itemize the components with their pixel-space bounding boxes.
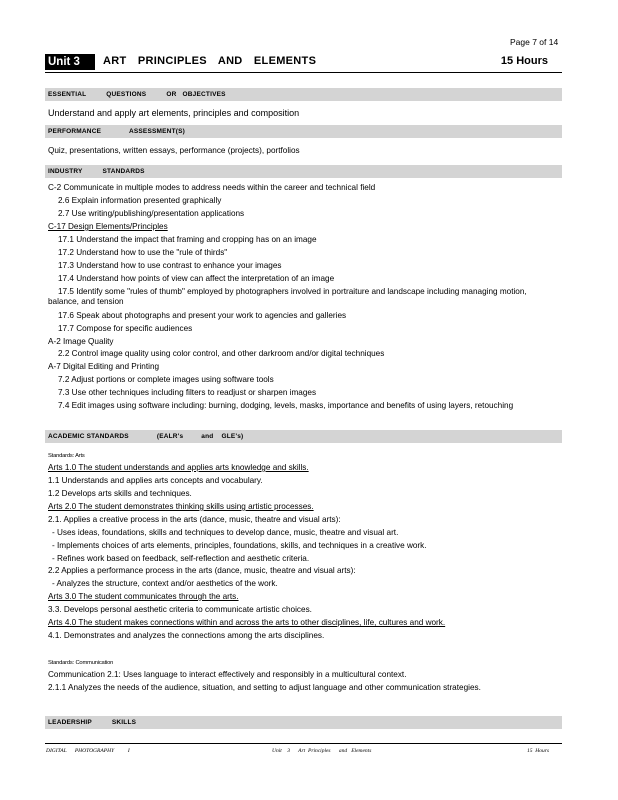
- unit-hours: 15 Hours: [500, 55, 548, 67]
- arts-line: - Uses ideas, foundations, skills and techniques to develop dance, music, theatre and visual art.: [52, 528, 399, 537]
- industry-line: 17.3 Understand how to use contrast to enhance your images: [58, 261, 282, 270]
- industry-line: 17.6 Speak about photographs and present your work to agencies and galleries: [58, 311, 347, 320]
- arts-line: 2.2 Applies a performance process in the arts (dance, music, theatre and visual arts):: [48, 566, 356, 575]
- industry-line: 17.7 Compose for specific audiences: [58, 324, 193, 333]
- footer-course: DIGITAL PHOTOGRAPHY I: [46, 748, 130, 754]
- industry-line: C-17 Design Elements/Principles: [48, 222, 168, 231]
- industry-line: 17.4 Understand how points of view can affect the interpretation of an image: [58, 274, 335, 283]
- footer-unit: Unit 3 Art Principles and Elements: [272, 748, 372, 754]
- industry-line: A-7 Digital Editing and Printing: [48, 362, 160, 371]
- industry-line: 2.7 Use writing/publishing/presentation applications: [58, 209, 245, 218]
- arts-line: Arts 3.0 The student communicates through the arts.: [48, 592, 239, 601]
- unit-title: ART PRINCIPLES AND ELEMENTS: [103, 55, 317, 67]
- arts-line: - Implements choices of arts elements, principles, foundations, skills, and techniques in a creative work.: [52, 541, 427, 550]
- performance-text: Quiz, presentations, written essays, performance (projects), portfolios: [48, 146, 300, 155]
- communication-line: Communication 2.1: Uses language to interact effectively and responsibly in a multicultural context.: [48, 670, 407, 679]
- unit-label: Unit 3: [45, 54, 95, 70]
- unit-header: [45, 53, 562, 73]
- industry-line: 7.3 Use other techniques including filters to readjust or sharpen images: [58, 388, 317, 397]
- essential-text: Understand and apply art elements, principles and composition: [48, 108, 300, 118]
- arts-line: 4.1. Demonstrates and analyzes the connections among the arts disciplines.: [48, 631, 325, 640]
- performance-header: PERFORMANCE ASSESSMENT(S): [45, 125, 562, 138]
- page-number: Page 7 of 14: [510, 37, 559, 47]
- arts-line: 1.1 Understands and applies arts concepts and vocabulary.: [48, 476, 263, 485]
- arts-standards-label: Standards: Arts: [48, 453, 85, 459]
- arts-line: 1.2 Develops arts skills and techniques.: [48, 489, 192, 498]
- arts-line: Arts 2.0 The student demonstrates thinking skills using artistic processes.: [48, 502, 314, 511]
- industry-line: 17.5 Identify some "rules of thumb" employed by photographers involved in portraiture and landscape including managing motion, balance, and tension: [48, 287, 527, 306]
- footer-hours: 15 Hours: [527, 748, 550, 754]
- industry-header: INDUSTRY STANDARDS: [45, 165, 562, 178]
- arts-line: - Analyzes the structure, context and/or aesthetics of the work.: [52, 579, 278, 588]
- communication-standards-label: Standards: Communication: [48, 660, 114, 666]
- communication-line: 2.1.1 Analyzes the needs of the audience, situation, and setting to adjust language and other communication strategies.: [48, 683, 481, 692]
- arts-line: 2.1. Applies a creative process in the arts (dance, music, theatre and visual arts):: [48, 515, 341, 524]
- arts-line: Arts 1.0 The student understands and applies arts knowledge and skills.: [48, 463, 309, 472]
- arts-line: - Refines work based on feedback, self-reflection and aesthetic criteria.: [52, 554, 310, 563]
- industry-line: 2.2 Control image quality using color control, and other darkroom and/or digital techniques: [58, 349, 385, 358]
- footer-divider: [45, 743, 562, 744]
- leadership-header: LEADERSHIP SKILLS: [45, 716, 562, 729]
- essential-header: ESSENTIAL QUESTIONS OR OBJECTIVES: [45, 88, 562, 101]
- academic-header: ACADEMIC STANDARDS (EALR's and GLE's): [45, 430, 562, 443]
- industry-line: 7.2 Adjust portions or complete images using software tools: [58, 375, 274, 384]
- industry-line: C-2 Communicate in multiple modes to address needs within the career and technical field: [48, 183, 376, 192]
- industry-line: A-2 Image Quality: [48, 337, 114, 346]
- industry-line: 2.6 Explain information presented graphically: [58, 196, 222, 205]
- industry-line: 17.1 Understand the impact that framing and cropping has on an image: [58, 235, 317, 244]
- industry-line: 7.4 Edit images using software including: burning, dodging, levels, masks, importance and benefits of using layers, retouching: [58, 401, 514, 410]
- arts-line: Arts 4.0 The student makes connections within and across the arts to other disciplines, life, cultures and work.: [48, 618, 446, 627]
- arts-line: 3.3. Develops personal aesthetic criteria to communicate artistic choices.: [48, 605, 312, 614]
- industry-line: 17.2 Understand how to use the "rule of thirds": [58, 248, 228, 257]
